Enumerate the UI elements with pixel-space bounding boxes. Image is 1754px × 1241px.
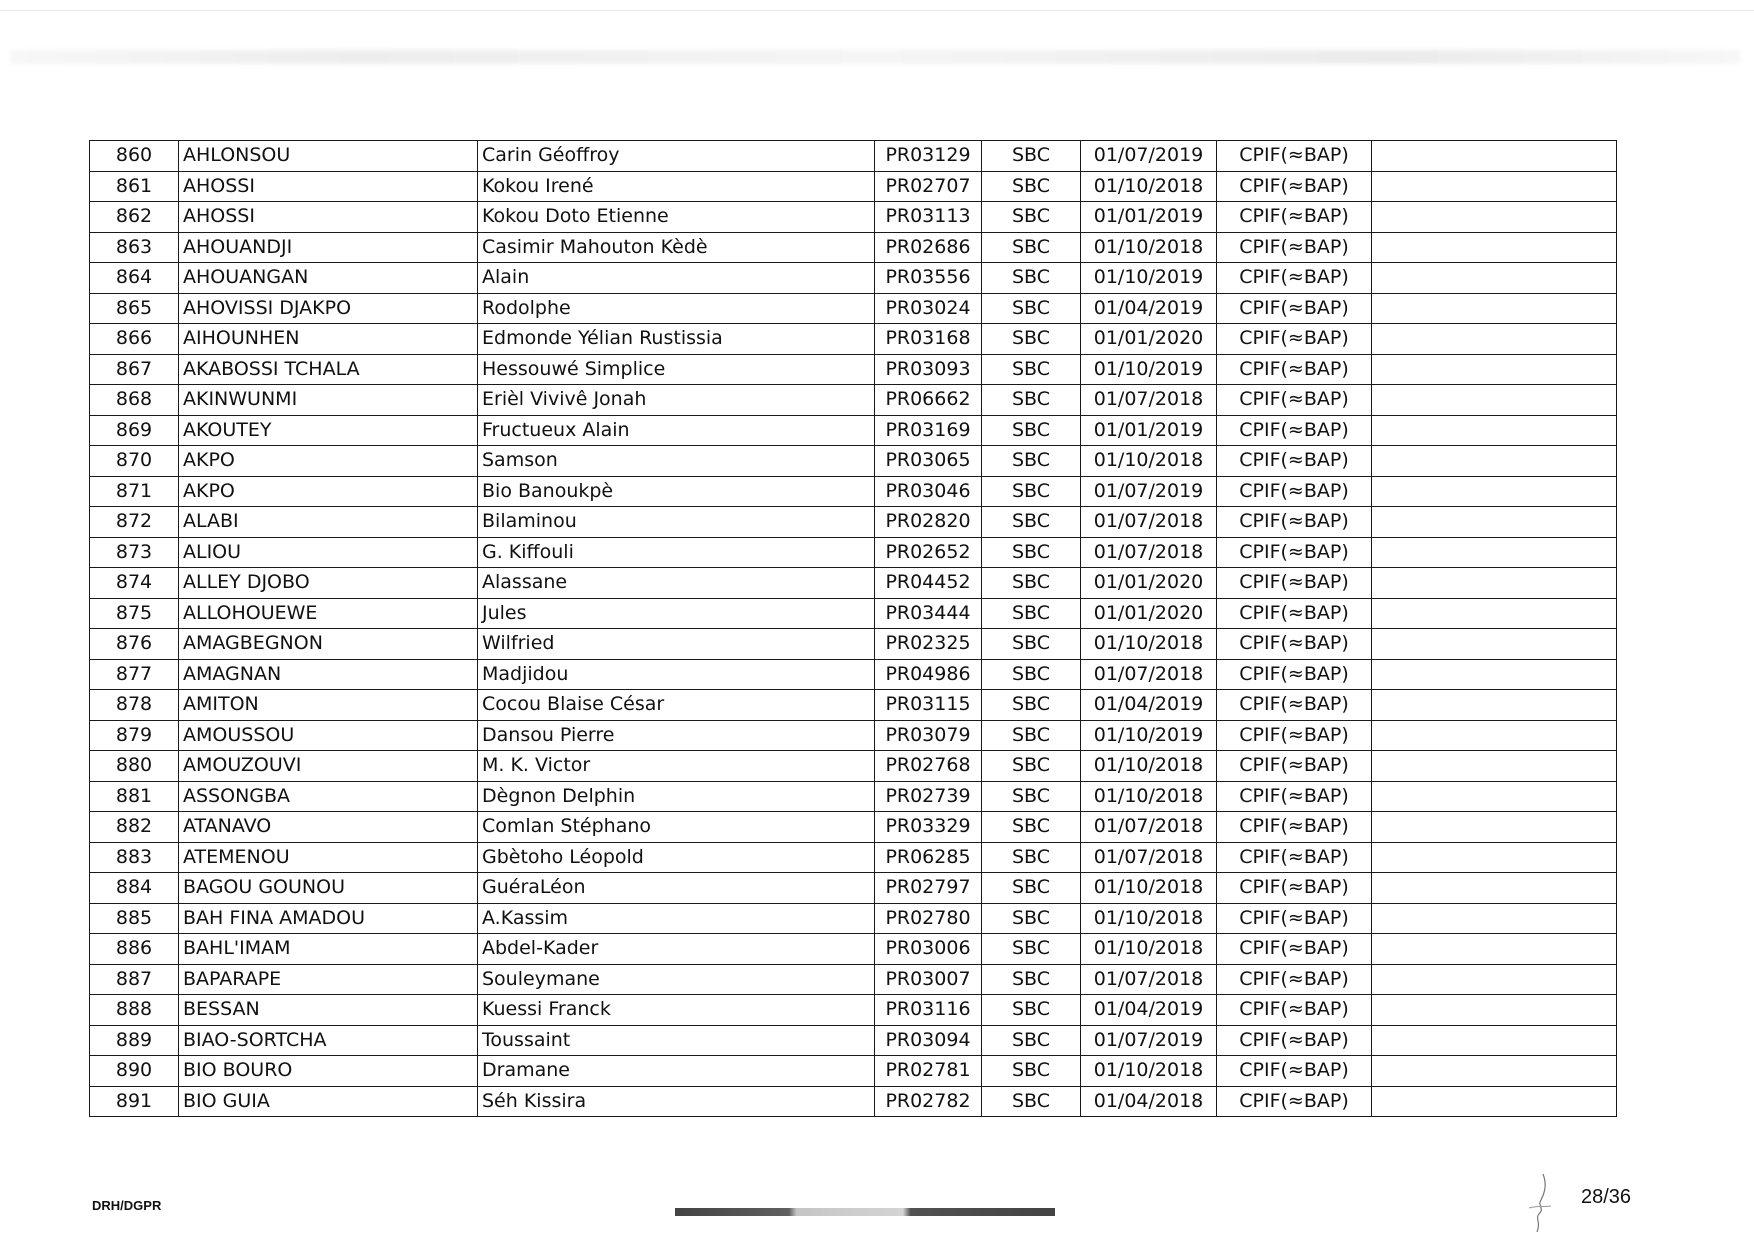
date-cell: 01/07/2018 xyxy=(1081,842,1217,873)
first-name-cell: Madjidou xyxy=(478,659,875,690)
first-name-cell: Gbètoho Léopold xyxy=(478,842,875,873)
first-name-cell: Comlan Stéphano xyxy=(478,812,875,843)
date-cell: 01/01/2020 xyxy=(1081,598,1217,629)
registration-id-cell: PR03168 xyxy=(875,324,982,355)
row-number: 869 xyxy=(90,415,179,446)
category-cell: SBC xyxy=(982,171,1081,202)
last-name-cell: AHOSSI xyxy=(179,202,478,233)
first-name-cell: Bilaminou xyxy=(478,507,875,538)
last-name-cell: AHOUANGAN xyxy=(179,263,478,294)
date-cell: 01/10/2019 xyxy=(1081,263,1217,294)
date-cell: 01/07/2019 xyxy=(1081,476,1217,507)
table-row xyxy=(90,415,1617,446)
category-cell: SBC xyxy=(982,995,1081,1026)
status-cell: CPIF(≈BAP) xyxy=(1217,720,1372,751)
row-number: 874 xyxy=(90,568,179,599)
category-cell: SBC xyxy=(982,598,1081,629)
date-cell: 01/07/2018 xyxy=(1081,812,1217,843)
row-number: 885 xyxy=(90,903,179,934)
registration-id-cell: PR03065 xyxy=(875,446,982,477)
date-cell: 01/10/2018 xyxy=(1081,171,1217,202)
first-name-cell: Alassane xyxy=(478,568,875,599)
last-name-cell: AKINWUNMI xyxy=(179,385,478,416)
first-name-cell: Dansou Pierre xyxy=(478,720,875,751)
status-cell: CPIF(≈BAP) xyxy=(1217,202,1372,233)
table-row xyxy=(90,293,1617,324)
last-name-cell: AKABOSSI TCHALA xyxy=(179,354,478,385)
status-cell: CPIF(≈BAP) xyxy=(1217,873,1372,904)
footer-department: DRH/DGPR xyxy=(92,1198,162,1213)
category-cell: SBC xyxy=(982,507,1081,538)
first-name-cell: Carin Géoffroy xyxy=(478,141,875,172)
registration-id-cell: PR03093 xyxy=(875,354,982,385)
status-cell: CPIF(≈BAP) xyxy=(1217,446,1372,477)
category-cell: SBC xyxy=(982,385,1081,416)
scanned-header-smudge xyxy=(10,50,1740,64)
registration-id-cell: PR02781 xyxy=(875,1056,982,1087)
table-row xyxy=(90,1086,1617,1117)
category-cell: SBC xyxy=(982,720,1081,751)
status-cell: CPIF(≈BAP) xyxy=(1217,903,1372,934)
empty-remarks-cell xyxy=(1372,293,1617,324)
status-cell: CPIF(≈BAP) xyxy=(1217,1056,1372,1087)
category-cell: SBC xyxy=(982,690,1081,721)
category-cell: SBC xyxy=(982,293,1081,324)
row-number: 891 xyxy=(90,1086,179,1117)
status-cell: CPIF(≈BAP) xyxy=(1217,629,1372,660)
last-name-cell: BESSAN xyxy=(179,995,478,1026)
status-cell: CPIF(≈BAP) xyxy=(1217,171,1372,202)
date-cell: 01/10/2018 xyxy=(1081,873,1217,904)
empty-remarks-cell xyxy=(1372,690,1617,721)
registration-id-cell: PR02739 xyxy=(875,781,982,812)
last-name-cell: ATEMENOU xyxy=(179,842,478,873)
last-name-cell: ALLOHOUEWE xyxy=(179,598,478,629)
last-name-cell: AMAGNAN xyxy=(179,659,478,690)
last-name-cell: ATANAVO xyxy=(179,812,478,843)
status-cell: CPIF(≈BAP) xyxy=(1217,354,1372,385)
signature-mark xyxy=(1525,1170,1555,1240)
table-row xyxy=(90,446,1617,477)
empty-remarks-cell xyxy=(1372,1025,1617,1056)
empty-remarks-cell xyxy=(1372,202,1617,233)
first-name-cell: Séh Kissira xyxy=(478,1086,875,1117)
status-cell: CPIF(≈BAP) xyxy=(1217,293,1372,324)
date-cell: 01/01/2019 xyxy=(1081,415,1217,446)
row-number: 861 xyxy=(90,171,179,202)
table-row xyxy=(90,232,1617,263)
registration-id-cell: PR02768 xyxy=(875,751,982,782)
first-name-cell: GuéraLéon xyxy=(478,873,875,904)
category-cell: SBC xyxy=(982,781,1081,812)
first-name-cell: Fructueux Alain xyxy=(478,415,875,446)
first-name-cell: Samson xyxy=(478,446,875,477)
registration-id-cell: PR02780 xyxy=(875,903,982,934)
date-cell: 01/07/2019 xyxy=(1081,141,1217,172)
category-cell: SBC xyxy=(982,202,1081,233)
empty-remarks-cell xyxy=(1372,171,1617,202)
last-name-cell: BAGOU GOUNOU xyxy=(179,873,478,904)
status-cell: CPIF(≈BAP) xyxy=(1217,263,1372,294)
table-row xyxy=(90,171,1617,202)
status-cell: CPIF(≈BAP) xyxy=(1217,598,1372,629)
status-cell: CPIF(≈BAP) xyxy=(1217,476,1372,507)
first-name-cell: Kokou Doto Etienne xyxy=(478,202,875,233)
last-name-cell: BAHL'IMAM xyxy=(179,934,478,965)
row-number: 862 xyxy=(90,202,179,233)
table-row xyxy=(90,202,1617,233)
category-cell: SBC xyxy=(982,934,1081,965)
first-name-cell: Bio Banoukpè xyxy=(478,476,875,507)
personnel-table-body xyxy=(90,141,1617,1117)
personnel-table xyxy=(89,140,1617,1117)
last-name-cell: BAPARAPE xyxy=(179,964,478,995)
first-name-cell: Alain xyxy=(478,263,875,294)
last-name-cell: ALLEY DJOBO xyxy=(179,568,478,599)
category-cell: SBC xyxy=(982,873,1081,904)
table-row xyxy=(90,995,1617,1026)
first-name-cell: Wilfried xyxy=(478,629,875,660)
empty-remarks-cell xyxy=(1372,354,1617,385)
date-cell: 01/10/2018 xyxy=(1081,232,1217,263)
row-number: 878 xyxy=(90,690,179,721)
category-cell: SBC xyxy=(982,964,1081,995)
category-cell: SBC xyxy=(982,141,1081,172)
empty-remarks-cell xyxy=(1372,659,1617,690)
date-cell: 01/10/2019 xyxy=(1081,354,1217,385)
empty-remarks-cell xyxy=(1372,415,1617,446)
empty-remarks-cell xyxy=(1372,934,1617,965)
empty-remarks-cell xyxy=(1372,446,1617,477)
first-name-cell: Kuessi Franck xyxy=(478,995,875,1026)
first-name-cell: A.Kassim xyxy=(478,903,875,934)
row-number: 883 xyxy=(90,842,179,873)
empty-remarks-cell xyxy=(1372,812,1617,843)
category-cell: SBC xyxy=(982,842,1081,873)
last-name-cell: BIO BOURO xyxy=(179,1056,478,1087)
status-cell: CPIF(≈BAP) xyxy=(1217,141,1372,172)
row-number: 888 xyxy=(90,995,179,1026)
registration-id-cell: PR06285 xyxy=(875,842,982,873)
last-name-cell: ASSONGBA xyxy=(179,781,478,812)
status-cell: CPIF(≈BAP) xyxy=(1217,842,1372,873)
first-name-cell: Cocou Blaise César xyxy=(478,690,875,721)
registration-id-cell: PR02652 xyxy=(875,537,982,568)
category-cell: SBC xyxy=(982,324,1081,355)
status-cell: CPIF(≈BAP) xyxy=(1217,537,1372,568)
row-number: 865 xyxy=(90,293,179,324)
last-name-cell: AKPO xyxy=(179,446,478,477)
row-number: 886 xyxy=(90,934,179,965)
empty-remarks-cell xyxy=(1372,141,1617,172)
date-cell: 01/10/2018 xyxy=(1081,1056,1217,1087)
registration-id-cell: PR02686 xyxy=(875,232,982,263)
last-name-cell: AMAGBEGNON xyxy=(179,629,478,660)
registration-id-cell: PR06662 xyxy=(875,385,982,416)
footer-redaction-bar xyxy=(675,1208,1055,1216)
row-number: 866 xyxy=(90,324,179,355)
registration-id-cell: PR03024 xyxy=(875,293,982,324)
empty-remarks-cell xyxy=(1372,964,1617,995)
category-cell: SBC xyxy=(982,1086,1081,1117)
table-row xyxy=(90,842,1617,873)
table-row xyxy=(90,934,1617,965)
status-cell: CPIF(≈BAP) xyxy=(1217,385,1372,416)
registration-id-cell: PR03169 xyxy=(875,415,982,446)
table-row xyxy=(90,324,1617,355)
row-number: 882 xyxy=(90,812,179,843)
registration-id-cell: PR03116 xyxy=(875,995,982,1026)
category-cell: SBC xyxy=(982,1056,1081,1087)
empty-remarks-cell xyxy=(1372,751,1617,782)
row-number: 867 xyxy=(90,354,179,385)
table-row xyxy=(90,964,1617,995)
registration-id-cell: PR03113 xyxy=(875,202,982,233)
row-number: 880 xyxy=(90,751,179,782)
status-cell: CPIF(≈BAP) xyxy=(1217,812,1372,843)
row-number: 876 xyxy=(90,629,179,660)
table-row xyxy=(90,629,1617,660)
last-name-cell: BAH FINA AMADOU xyxy=(179,903,478,934)
date-cell: 01/07/2018 xyxy=(1081,385,1217,416)
date-cell: 01/04/2019 xyxy=(1081,293,1217,324)
category-cell: SBC xyxy=(982,537,1081,568)
date-cell: 01/04/2019 xyxy=(1081,690,1217,721)
status-cell: CPIF(≈BAP) xyxy=(1217,995,1372,1026)
row-number: 872 xyxy=(90,507,179,538)
date-cell: 01/10/2018 xyxy=(1081,751,1217,782)
table-row xyxy=(90,263,1617,294)
date-cell: 01/10/2019 xyxy=(1081,720,1217,751)
category-cell: SBC xyxy=(982,232,1081,263)
table-row xyxy=(90,751,1617,782)
date-cell: 01/07/2018 xyxy=(1081,659,1217,690)
date-cell: 01/07/2018 xyxy=(1081,507,1217,538)
category-cell: SBC xyxy=(982,903,1081,934)
date-cell: 01/10/2018 xyxy=(1081,934,1217,965)
date-cell: 01/07/2018 xyxy=(1081,537,1217,568)
first-name-cell: M. K. Victor xyxy=(478,751,875,782)
table-row xyxy=(90,659,1617,690)
first-name-cell: Souleymane xyxy=(478,964,875,995)
row-number: 864 xyxy=(90,263,179,294)
status-cell: CPIF(≈BAP) xyxy=(1217,415,1372,446)
registration-id-cell: PR03556 xyxy=(875,263,982,294)
registration-id-cell: PR02325 xyxy=(875,629,982,660)
table-row xyxy=(90,1056,1617,1087)
first-name-cell: Erièl Vivivê Jonah xyxy=(478,385,875,416)
table-row xyxy=(90,903,1617,934)
row-number: 879 xyxy=(90,720,179,751)
registration-id-cell: PR02707 xyxy=(875,171,982,202)
first-name-cell: Abdel-Kader xyxy=(478,934,875,965)
table-row xyxy=(90,1025,1617,1056)
status-cell: CPIF(≈BAP) xyxy=(1217,324,1372,355)
date-cell: 01/10/2018 xyxy=(1081,629,1217,660)
status-cell: CPIF(≈BAP) xyxy=(1217,751,1372,782)
empty-remarks-cell xyxy=(1372,1086,1617,1117)
status-cell: CPIF(≈BAP) xyxy=(1217,690,1372,721)
table-row xyxy=(90,720,1617,751)
table-row xyxy=(90,141,1617,172)
date-cell: 01/01/2019 xyxy=(1081,202,1217,233)
registration-id-cell: PR02820 xyxy=(875,507,982,538)
date-cell: 01/07/2019 xyxy=(1081,1025,1217,1056)
first-name-cell: G. Kiffouli xyxy=(478,537,875,568)
category-cell: SBC xyxy=(982,751,1081,782)
table-row xyxy=(90,812,1617,843)
row-number: 887 xyxy=(90,964,179,995)
status-cell: CPIF(≈BAP) xyxy=(1217,507,1372,538)
status-cell: CPIF(≈BAP) xyxy=(1217,964,1372,995)
first-name-cell: Kokou Irené xyxy=(478,171,875,202)
registration-id-cell: PR03329 xyxy=(875,812,982,843)
table-row xyxy=(90,507,1617,538)
table-row xyxy=(90,781,1617,812)
date-cell: 01/10/2018 xyxy=(1081,781,1217,812)
row-number: 890 xyxy=(90,1056,179,1087)
table-row xyxy=(90,537,1617,568)
table-row xyxy=(90,598,1617,629)
empty-remarks-cell xyxy=(1372,476,1617,507)
date-cell: 01/10/2018 xyxy=(1081,446,1217,477)
row-number: 863 xyxy=(90,232,179,263)
category-cell: SBC xyxy=(982,812,1081,843)
last-name-cell: AHOVISSI DJAKPO xyxy=(179,293,478,324)
date-cell: 01/07/2018 xyxy=(1081,964,1217,995)
registration-id-cell: PR02797 xyxy=(875,873,982,904)
row-number: 870 xyxy=(90,446,179,477)
last-name-cell: ALIOU xyxy=(179,537,478,568)
empty-remarks-cell xyxy=(1372,781,1617,812)
row-number: 884 xyxy=(90,873,179,904)
category-cell: SBC xyxy=(982,446,1081,477)
last-name-cell: AMOUSSOU xyxy=(179,720,478,751)
row-number: 881 xyxy=(90,781,179,812)
status-cell: CPIF(≈BAP) xyxy=(1217,1086,1372,1117)
table-row xyxy=(90,354,1617,385)
last-name-cell: ALABI xyxy=(179,507,478,538)
category-cell: SBC xyxy=(982,476,1081,507)
row-number: 868 xyxy=(90,385,179,416)
first-name-cell: Toussaint xyxy=(478,1025,875,1056)
status-cell: CPIF(≈BAP) xyxy=(1217,568,1372,599)
registration-id-cell: PR04452 xyxy=(875,568,982,599)
empty-remarks-cell xyxy=(1372,537,1617,568)
empty-remarks-cell xyxy=(1372,903,1617,934)
last-name-cell: AHLONSOU xyxy=(179,141,478,172)
row-number: 871 xyxy=(90,476,179,507)
table-row xyxy=(90,873,1617,904)
empty-remarks-cell xyxy=(1372,324,1617,355)
table-row xyxy=(90,476,1617,507)
last-name-cell: AKPO xyxy=(179,476,478,507)
status-cell: CPIF(≈BAP) xyxy=(1217,781,1372,812)
last-name-cell: AKOUTEY xyxy=(179,415,478,446)
registration-id-cell: PR03444 xyxy=(875,598,982,629)
empty-remarks-cell xyxy=(1372,598,1617,629)
date-cell: 01/01/2020 xyxy=(1081,568,1217,599)
last-name-cell: AMOUZOUVI xyxy=(179,751,478,782)
first-name-cell: Dramane xyxy=(478,1056,875,1087)
table-row xyxy=(90,385,1617,416)
first-name-cell: Edmonde Yélian Rustissia xyxy=(478,324,875,355)
first-name-cell: Rodolphe xyxy=(478,293,875,324)
date-cell: 01/10/2018 xyxy=(1081,903,1217,934)
empty-remarks-cell xyxy=(1372,385,1617,416)
empty-remarks-cell xyxy=(1372,629,1617,660)
empty-remarks-cell xyxy=(1372,232,1617,263)
registration-id-cell: PR03094 xyxy=(875,1025,982,1056)
registration-id-cell: PR03006 xyxy=(875,934,982,965)
category-cell: SBC xyxy=(982,1025,1081,1056)
first-name-cell: Casimir Mahouton Kèdè xyxy=(478,232,875,263)
last-name-cell: BIO GUIA xyxy=(179,1086,478,1117)
registration-id-cell: PR03007 xyxy=(875,964,982,995)
last-name-cell: AHOUANDJI xyxy=(179,232,478,263)
last-name-cell: BIAO-SORTCHA xyxy=(179,1025,478,1056)
category-cell: SBC xyxy=(982,354,1081,385)
row-number: 875 xyxy=(90,598,179,629)
category-cell: SBC xyxy=(982,263,1081,294)
first-name-cell: Hessouwé Simplice xyxy=(478,354,875,385)
status-cell: CPIF(≈BAP) xyxy=(1217,232,1372,263)
last-name-cell: AHOSSI xyxy=(179,171,478,202)
empty-remarks-cell xyxy=(1372,720,1617,751)
registration-id-cell: PR03115 xyxy=(875,690,982,721)
date-cell: 01/04/2019 xyxy=(1081,995,1217,1026)
registration-id-cell: PR03046 xyxy=(875,476,982,507)
row-number: 860 xyxy=(90,141,179,172)
table-row xyxy=(90,568,1617,599)
date-cell: 01/01/2020 xyxy=(1081,324,1217,355)
empty-remarks-cell xyxy=(1372,842,1617,873)
registration-id-cell: PR04986 xyxy=(875,659,982,690)
category-cell: SBC xyxy=(982,659,1081,690)
empty-remarks-cell xyxy=(1372,263,1617,294)
empty-remarks-cell xyxy=(1372,568,1617,599)
empty-remarks-cell xyxy=(1372,507,1617,538)
first-name-cell: Dègnon Delphin xyxy=(478,781,875,812)
empty-remarks-cell xyxy=(1372,995,1617,1026)
first-name-cell: Jules xyxy=(478,598,875,629)
category-cell: SBC xyxy=(982,629,1081,660)
status-cell: CPIF(≈BAP) xyxy=(1217,934,1372,965)
last-name-cell: AIHOUNHEN xyxy=(179,324,478,355)
page-number: 28/36 xyxy=(1581,1186,1632,1208)
status-cell: CPIF(≈BAP) xyxy=(1217,659,1372,690)
category-cell: SBC xyxy=(982,415,1081,446)
row-number: 889 xyxy=(90,1025,179,1056)
last-name-cell: AMITON xyxy=(179,690,478,721)
registration-id-cell: PR03079 xyxy=(875,720,982,751)
row-number: 877 xyxy=(90,659,179,690)
row-number: 873 xyxy=(90,537,179,568)
empty-remarks-cell xyxy=(1372,873,1617,904)
scan-edge-line xyxy=(0,10,1754,11)
status-cell: CPIF(≈BAP) xyxy=(1217,1025,1372,1056)
date-cell: 01/04/2018 xyxy=(1081,1086,1217,1117)
table-row xyxy=(90,690,1617,721)
empty-remarks-cell xyxy=(1372,1056,1617,1087)
category-cell: SBC xyxy=(982,568,1081,599)
registration-id-cell: PR02782 xyxy=(875,1086,982,1117)
registration-id-cell: PR03129 xyxy=(875,141,982,172)
